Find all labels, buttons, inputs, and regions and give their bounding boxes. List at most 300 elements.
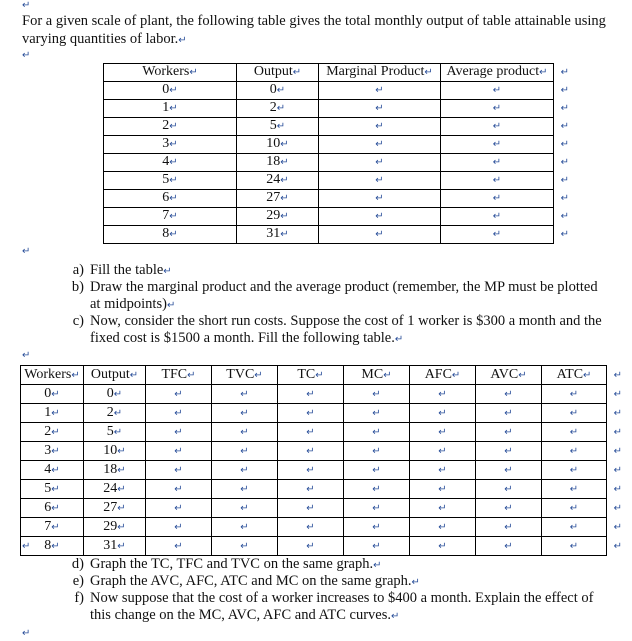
cell-end-mark: ↵ xyxy=(189,67,198,78)
cell-end-mark: ↵ xyxy=(438,503,447,514)
row-end-mark: ↵ xyxy=(560,139,569,150)
output-cell xyxy=(237,100,319,118)
workers-cell xyxy=(21,423,84,442)
workers-cell xyxy=(104,172,237,190)
workers-cell xyxy=(21,404,84,423)
cell-end-mark: ↵ xyxy=(375,193,384,204)
atc-cell xyxy=(542,499,622,518)
row-end-mark: ↵ xyxy=(560,103,569,114)
table-row xyxy=(21,423,607,442)
tc-cell xyxy=(278,404,344,423)
output-cell-text: 31 xyxy=(103,538,118,553)
output-cell-text: 31 xyxy=(266,226,281,241)
paragraph-mark: ↵ xyxy=(22,0,31,11)
paragraph-mark: ↵ xyxy=(373,560,382,571)
output-cell xyxy=(84,404,146,423)
tc-cell xyxy=(278,385,344,404)
avc-cell xyxy=(476,404,542,423)
workers-cell xyxy=(21,385,84,404)
cell-end-mark: ↵ xyxy=(174,427,183,438)
table-row xyxy=(21,404,607,423)
afc-cell xyxy=(410,442,476,461)
cell-end-mark: ↵ xyxy=(240,503,249,514)
cell-end-mark: ↵ xyxy=(504,503,513,514)
column-header xyxy=(278,366,344,385)
output-cell xyxy=(84,499,146,518)
cell-end-mark: ↵ xyxy=(569,427,579,438)
cell-end-mark: ↵ xyxy=(240,389,249,400)
cell-end-mark: ↵ xyxy=(280,193,289,204)
tfc-cell xyxy=(146,423,212,442)
intro-paragraph xyxy=(22,12,622,50)
output-cell-text: 24 xyxy=(266,172,281,187)
cell-end-mark: ↵ xyxy=(174,522,183,533)
cell-end-mark: ↵ xyxy=(254,370,263,381)
cell-end-mark: ↵ xyxy=(492,211,502,222)
workers-cell-text: 2 xyxy=(44,424,52,439)
cell-end-mark: ↵ xyxy=(504,389,513,400)
workers-cell xyxy=(104,136,237,154)
cell-end-mark: ↵ xyxy=(169,121,178,132)
cell-end-mark: ↵ xyxy=(174,503,183,514)
average-product-cell xyxy=(441,226,569,244)
output-cell-text: 0 xyxy=(106,386,114,401)
cell-end-mark: ↵ xyxy=(569,522,579,533)
question-label: f) xyxy=(74,590,84,606)
output-cell xyxy=(237,208,319,226)
workers-cell xyxy=(21,518,84,537)
output-cell xyxy=(237,226,319,244)
workers-cell-text: 0 xyxy=(44,386,52,401)
cell-end-mark: ↵ xyxy=(438,389,447,400)
table-row xyxy=(104,154,554,172)
column-header xyxy=(410,366,476,385)
cell-end-mark: ↵ xyxy=(438,446,447,457)
row-end-mark: ↵ xyxy=(560,193,569,204)
cell-end-mark: ↵ xyxy=(169,175,178,186)
output-cell xyxy=(237,118,319,136)
average-product-cell xyxy=(441,154,569,172)
intro-text: For a given scale of plant, the following table gives the total monthly output of table attainable using varying quantities of labor. xyxy=(22,13,606,47)
row-end-mark: ↵ xyxy=(560,121,569,132)
mc-cell xyxy=(344,442,410,461)
workers-cell-text: 7 xyxy=(44,519,52,534)
cell-end-mark: ↵ xyxy=(372,522,381,533)
cell-end-mark: ↵ xyxy=(276,121,286,132)
workers-cell-text: 5 xyxy=(44,481,52,496)
output-cell xyxy=(84,480,146,499)
row-end-mark: ↵ xyxy=(613,484,622,495)
cell-end-mark: ↵ xyxy=(569,446,579,457)
tvc-cell xyxy=(212,480,278,499)
question-list-2 xyxy=(64,556,624,636)
row-end-mark: ↵ xyxy=(560,85,569,96)
mc-cell xyxy=(344,404,410,423)
paragraph-mark: ↵ xyxy=(394,334,404,345)
output-cell-text: 2 xyxy=(269,100,277,115)
tvc-cell xyxy=(212,461,278,480)
cell-end-mark: ↵ xyxy=(280,175,289,186)
column-header xyxy=(146,366,212,385)
cell-end-mark: ↵ xyxy=(174,541,183,552)
cell-end-mark: ↵ xyxy=(504,408,513,419)
tvc-cell xyxy=(212,537,278,556)
workers-cell-text: 7 xyxy=(162,208,170,223)
cell-end-mark: ↵ xyxy=(451,370,461,381)
row-end-mark: ↵ xyxy=(613,427,622,438)
workers-cell-text: 2 xyxy=(162,118,170,133)
row-end-mark: ↵ xyxy=(613,522,622,533)
cell-end-mark: ↵ xyxy=(375,211,384,222)
cell-end-mark: ↵ xyxy=(375,103,384,114)
row-end-mark: ↵ xyxy=(613,370,622,381)
output-cell-text: 29 xyxy=(266,208,281,223)
cell-end-mark: ↵ xyxy=(240,522,249,533)
workers-cell-text: 4 xyxy=(162,154,170,169)
cell-end-mark: ↵ xyxy=(240,541,249,552)
tvc-cell xyxy=(212,499,278,518)
tvc-cell xyxy=(212,385,278,404)
cell-end-mark: ↵ xyxy=(169,229,178,240)
column-header xyxy=(21,366,84,385)
column-header xyxy=(319,64,441,82)
cell-end-mark: ↵ xyxy=(240,446,249,457)
cell-end-mark: ↵ xyxy=(117,446,126,457)
cell-end-mark: ↵ xyxy=(424,67,433,78)
avc-cell xyxy=(476,385,542,404)
tc-cell xyxy=(278,461,344,480)
paragraph-mark: ↵ xyxy=(22,628,31,639)
tc-cell xyxy=(278,423,344,442)
column-header xyxy=(441,64,569,82)
workers-cell xyxy=(21,442,84,461)
table-row xyxy=(104,190,554,208)
cell-end-mark: ↵ xyxy=(518,370,527,381)
cell-end-mark: ↵ xyxy=(306,503,315,514)
column-header-text: AVC xyxy=(490,367,519,382)
marginal-product-cell xyxy=(319,172,441,190)
cell-end-mark: ↵ xyxy=(51,408,60,419)
paragraph-mark: ↵ xyxy=(22,246,31,257)
row-end-mark: ↵ xyxy=(560,157,569,168)
paragraph-mark: ↵ xyxy=(166,300,176,311)
cell-end-mark: ↵ xyxy=(372,408,381,419)
table-row xyxy=(104,100,554,118)
table-header-row xyxy=(21,366,607,385)
column-header-text: Output xyxy=(90,367,130,382)
cell-end-mark: ↵ xyxy=(569,541,579,552)
output-cell xyxy=(237,154,319,172)
cell-end-mark: ↵ xyxy=(375,229,384,240)
average-product-cell xyxy=(441,136,569,154)
cell-end-mark: ↵ xyxy=(569,484,579,495)
tfc-cell xyxy=(146,518,212,537)
workers-cell-text: 1 xyxy=(44,405,52,420)
cell-end-mark: ↵ xyxy=(306,446,315,457)
workers-cell-text: 0 xyxy=(162,82,170,97)
cell-end-mark: ↵ xyxy=(372,541,381,552)
cell-end-mark: ↵ xyxy=(117,541,126,552)
output-cell-text: 18 xyxy=(103,462,118,477)
table-row xyxy=(21,461,607,480)
column-header xyxy=(212,366,278,385)
cell-end-mark: ↵ xyxy=(375,157,384,168)
column-header xyxy=(476,366,542,385)
afc-cell xyxy=(410,404,476,423)
column-header-text: Workers xyxy=(142,64,190,79)
cell-end-mark: ↵ xyxy=(306,427,315,438)
column-header-text: TC xyxy=(297,367,316,382)
cell-end-mark: ↵ xyxy=(569,503,579,514)
column-header-text: TVC xyxy=(226,367,255,382)
workers-cell-text: 5 xyxy=(162,172,170,187)
workers-cell-text: 4 xyxy=(44,462,52,477)
afc-cell xyxy=(410,518,476,537)
tc-cell xyxy=(278,442,344,461)
cell-end-mark: ↵ xyxy=(583,370,592,381)
row-end-mark: ↵ xyxy=(613,465,622,476)
cell-end-mark: ↵ xyxy=(375,85,384,96)
question-text: Graph the AVC, AFC, ATC and MC on the same graph. xyxy=(90,573,412,589)
output-cell-text: 10 xyxy=(266,136,281,151)
workers-cell xyxy=(21,499,84,518)
cell-end-mark: ↵ xyxy=(113,427,123,438)
cell-end-mark: ↵ xyxy=(117,484,126,495)
cell-end-mark: ↵ xyxy=(174,465,183,476)
cell-end-mark: ↵ xyxy=(315,370,324,381)
average-product-cell xyxy=(441,208,569,226)
cell-end-mark: ↵ xyxy=(280,157,289,168)
cell-end-mark: ↵ xyxy=(276,103,286,114)
cell-end-mark: ↵ xyxy=(492,121,502,132)
output-cell-text: 18 xyxy=(266,154,281,169)
output-cell xyxy=(84,385,146,404)
tfc-cell xyxy=(146,385,212,404)
table-row xyxy=(21,499,607,518)
column-header-text: MC xyxy=(361,367,384,382)
output-cell xyxy=(237,172,319,190)
cell-end-mark: ↵ xyxy=(492,193,502,204)
afc-cell xyxy=(410,499,476,518)
cell-end-mark: ↵ xyxy=(372,446,381,457)
table-header-row xyxy=(104,64,554,82)
output-cell-text: 5 xyxy=(106,424,114,439)
output-cell xyxy=(84,537,146,556)
cell-end-mark: ↵ xyxy=(113,408,123,419)
cell-end-mark: ↵ xyxy=(504,465,513,476)
cell-end-mark: ↵ xyxy=(383,370,392,381)
tc-cell xyxy=(278,499,344,518)
cell-end-mark: ↵ xyxy=(504,541,513,552)
table-row xyxy=(21,518,607,537)
paragraph-mark: ↵ xyxy=(411,577,420,588)
table-row xyxy=(104,118,554,136)
paragraph-mark: ↵ xyxy=(22,350,31,361)
avc-cell xyxy=(476,499,542,518)
cell-end-mark: ↵ xyxy=(438,465,447,476)
row-end-mark: ↵ xyxy=(613,446,622,457)
cell-end-mark: ↵ xyxy=(174,446,183,457)
atc-cell xyxy=(542,461,622,480)
row-end-mark: ↵ xyxy=(560,229,569,240)
workers-cell xyxy=(104,208,237,226)
cell-end-mark: ↵ xyxy=(438,522,447,533)
average-product-cell xyxy=(441,100,569,118)
row-end-mark: ↵ xyxy=(613,503,622,514)
cell-end-mark: ↵ xyxy=(504,427,513,438)
cell-end-mark: ↵ xyxy=(492,175,502,186)
cell-end-mark: ↵ xyxy=(569,408,579,419)
output-cell-text: 0 xyxy=(269,82,277,97)
paragraph-mark: ↵ xyxy=(391,611,400,622)
atc-cell xyxy=(542,442,622,461)
column-header xyxy=(104,64,237,82)
tfc-cell xyxy=(146,499,212,518)
cell-end-mark: ↵ xyxy=(169,85,178,96)
output-cell xyxy=(237,190,319,208)
tfc-cell xyxy=(146,442,212,461)
column-header-text: Marginal Product xyxy=(326,64,425,79)
output-cell-text: 29 xyxy=(103,519,118,534)
cell-end-mark: ↵ xyxy=(372,427,381,438)
output-cell xyxy=(84,461,146,480)
marginal-product-cell xyxy=(319,226,441,244)
atc-cell xyxy=(542,537,622,556)
column-header-text: Workers xyxy=(24,367,72,382)
workers-cell xyxy=(104,190,237,208)
atc-cell xyxy=(542,518,622,537)
output-cell xyxy=(237,82,319,100)
cell-end-mark: ↵ xyxy=(187,370,196,381)
workers-cell xyxy=(104,226,237,244)
question-label: c) xyxy=(72,313,84,329)
mc-cell xyxy=(344,423,410,442)
output-cell xyxy=(84,518,146,537)
output-cell-text: 24 xyxy=(103,481,118,496)
cell-end-mark: ↵ xyxy=(240,427,249,438)
marginal-product-cell xyxy=(319,118,441,136)
tfc-cell xyxy=(146,461,212,480)
cell-end-mark: ↵ xyxy=(306,484,315,495)
cell-end-mark: ↵ xyxy=(492,85,502,96)
cell-end-mark: ↵ xyxy=(306,408,315,419)
marginal-product-cell xyxy=(319,136,441,154)
workers-cell-text: 8 xyxy=(162,226,170,241)
table-row xyxy=(21,442,607,461)
cell-end-mark: ↵ xyxy=(306,465,315,476)
cell-end-mark: ↵ xyxy=(372,503,381,514)
cell-end-mark: ↵ xyxy=(539,67,548,78)
workers-cell xyxy=(104,100,237,118)
cell-end-mark: ↵ xyxy=(438,541,447,552)
column-header-text: Output xyxy=(253,64,293,79)
mc-cell xyxy=(344,480,410,499)
cell-end-mark: ↵ xyxy=(51,503,60,514)
cell-end-mark: ↵ xyxy=(117,522,126,533)
cell-end-mark: ↵ xyxy=(280,139,289,150)
cell-end-mark: ↵ xyxy=(306,522,315,533)
workers-cell-text: 3 xyxy=(162,136,170,151)
row-end-mark: ↵ xyxy=(560,175,569,186)
column-header xyxy=(237,64,319,82)
column-header xyxy=(542,366,622,385)
cell-end-mark: ↵ xyxy=(169,193,178,204)
table-row xyxy=(21,480,607,499)
avc-cell xyxy=(476,423,542,442)
row-end-mark: ↵ xyxy=(613,389,622,400)
cell-end-mark: ↵ xyxy=(375,139,384,150)
cell-end-mark: ↵ xyxy=(306,389,315,400)
tvc-cell xyxy=(212,518,278,537)
cell-end-mark: ↵ xyxy=(169,211,178,222)
tc-cell xyxy=(278,480,344,499)
output-cell-text: 27 xyxy=(266,190,281,205)
cell-end-mark: ↵ xyxy=(51,389,60,400)
tc-cell xyxy=(278,518,344,537)
table-row xyxy=(21,385,607,404)
marginal-product-cell xyxy=(319,208,441,226)
cell-end-mark: ↵ xyxy=(276,85,286,96)
question-label: d) xyxy=(71,556,84,572)
cell-end-mark: ↵ xyxy=(169,139,178,150)
table-row xyxy=(104,172,554,190)
column-header-text: TFC xyxy=(161,367,188,382)
cell-end-mark: ↵ xyxy=(169,103,178,114)
cell-end-mark: ↵ xyxy=(504,484,513,495)
production-table xyxy=(103,63,569,244)
cell-end-mark: ↵ xyxy=(504,522,513,533)
question-label: a) xyxy=(72,262,84,278)
cell-end-mark: ↵ xyxy=(492,139,502,150)
tfc-cell xyxy=(146,404,212,423)
atc-cell xyxy=(542,480,622,499)
question-text: Draw the marginal product and the average product (remember, the MP must be plotted at midpoints) xyxy=(90,279,598,312)
table-row xyxy=(104,136,554,154)
question-label: e) xyxy=(72,573,84,589)
avc-cell xyxy=(476,518,542,537)
cell-end-mark: ↵ xyxy=(51,484,60,495)
row-end-mark: ↵ xyxy=(613,408,622,419)
afc-cell xyxy=(410,385,476,404)
afc-cell xyxy=(410,537,476,556)
table-row xyxy=(21,537,607,556)
marginal-product-cell xyxy=(319,190,441,208)
cell-end-mark: ↵ xyxy=(51,446,60,457)
cell-end-mark: ↵ xyxy=(569,389,579,400)
paragraph-mark: ↵ xyxy=(22,50,31,61)
output-cell-text: 2 xyxy=(106,405,114,420)
workers-cell-text: 6 xyxy=(44,500,52,515)
marginal-product-cell xyxy=(319,154,441,172)
atc-cell xyxy=(542,404,622,423)
question-label: b) xyxy=(71,279,84,295)
average-product-cell xyxy=(441,82,569,100)
question-text: Graph the TC, TFC and TVC on the same graph. xyxy=(90,556,374,572)
question-list-1 xyxy=(64,262,624,352)
average-product-cell xyxy=(441,190,569,208)
cell-end-mark: ↵ xyxy=(51,465,60,476)
workers-cell xyxy=(104,82,237,100)
cell-end-mark: ↵ xyxy=(504,446,513,457)
workers-cell-text: 1 xyxy=(162,100,170,115)
afc-cell xyxy=(410,480,476,499)
output-cell xyxy=(84,423,146,442)
average-product-cell xyxy=(441,118,569,136)
workers-cell-text: 6 xyxy=(162,190,170,205)
tvc-cell xyxy=(212,404,278,423)
cost-table xyxy=(20,365,622,556)
cell-end-mark: ↵ xyxy=(438,484,447,495)
